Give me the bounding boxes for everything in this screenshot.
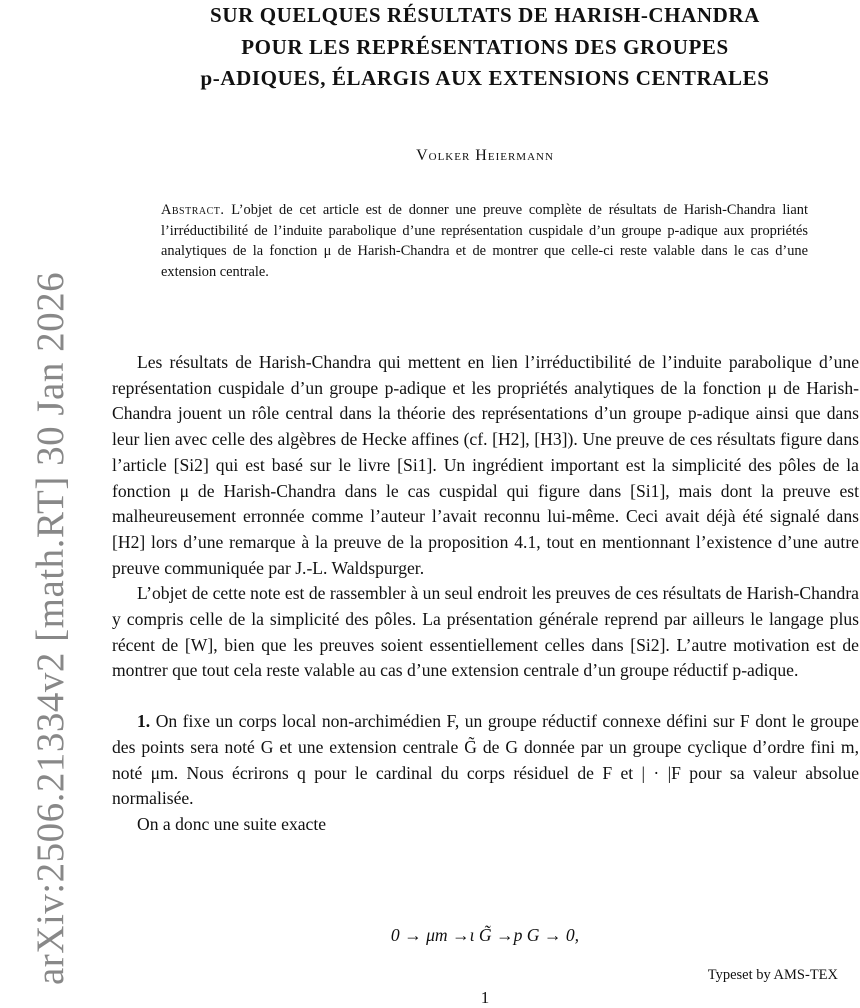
abstract-text: L’objet de cet article est de donner une preuve complète de résultats de Harish-Chandra liant l’irréductibilité de l’induite parabolique d’une représentation cuspidale d’un groupe p-adique aux propriétés analytiques de la fonction μ de Harish-Chandra et de montrer que celle-ci reste valable dans le cas d’une extension centrale.	[161, 202, 808, 280]
title-line-3: p-ADIQUES, ÉLARGIS AUX EXTENSIONS CENTRALES	[200, 66, 770, 90]
author-name: Volker Heiermann	[416, 147, 554, 164]
title-line-1: SUR QUELQUES RÉSULTATS DE HARISH-CHANDRA	[210, 3, 760, 27]
section-1-text: On fixe un corps local non-archimédien F, un groupe réductif connexe défini sur F dont le groupe des points sera noté G et une extension centrale G̃ de G donnée par un groupe cyclique d’ordre fini m, noté μm. Nous écrirons q pour le cardinal du corps résiduel de F et | · |F pour sa valeur absolue normalisée.	[112, 711, 859, 809]
paragraph-intro: Les résultats de Harish-Chandra qui mettent en lien l’irréductibilité de l’induite parabolique d’une représentation cuspidale d’un groupe p-adique et les propriétés analytiques de la fonction μ de Harish-Chandra jouent un rôle central dans la théorie des représentations d’un groupe p-adique ainsi que dans leur lien avec celle des algèbres de Hecke affines (cf. [H2], [H3]). Une preuve de ces résultats figure dans l’article [Si2] qui est basé sur le livre [Si1]. Un ingrédient important est la simplicité des pôles de la fonction μ de Harish-Chandra dans le cas cuspidal qui figure dans [Si1], mais dont la preuve est malheureusement erronnée comme l’auteur l’avait reconnu lui-même. Ceci avait déjà été signalé dans [H2] lors d’une remarque à la preuve de la proposition 4.1, tout en mentionnant l’existence d’une autre preuve communiquée par J.-L. Waldspurger.	[112, 352, 859, 578]
abstract-label: Abstract.	[161, 202, 225, 218]
exact-sequence-equation: 0 → μm →ι G̃ →p G → 0,	[390, 925, 580, 945]
body-text	[112, 350, 859, 838]
arxiv-sidebar	[0, 0, 72, 1008]
paragraph-motivation: L’objet de cette note est de rassembler à un seul endroit les preuves de ces résultats de Harish-Chandra y compris celle de la simplicité des pôles. La présentation générale reprend par ailleurs le langage plus récent de [W], bien que les preuves soient essentiellement celles dans [Si2]. L’autre motivation est de montrer que tout cela reste valable au cas d’une extension centrale d’un groupe réductif p-adique.	[112, 583, 859, 681]
arxiv-identifier: arXiv:2506.21334v2 [math.RT] 30 Jan 2026	[29, 271, 72, 985]
typeset-note: Typeset by AMS-TEX	[707, 967, 838, 983]
paper-title	[110, 0, 860, 95]
title-line-2: POUR LES REPRÉSENTATIONS DES GROUPES	[241, 34, 729, 59]
abstract	[161, 200, 808, 282]
section-number: 1.	[137, 711, 151, 732]
page-number: 1	[480, 988, 490, 1007]
paragraph-section-1	[112, 709, 859, 812]
paragraph-exact-sequence: On a donc une suite exacte	[137, 813, 327, 834]
